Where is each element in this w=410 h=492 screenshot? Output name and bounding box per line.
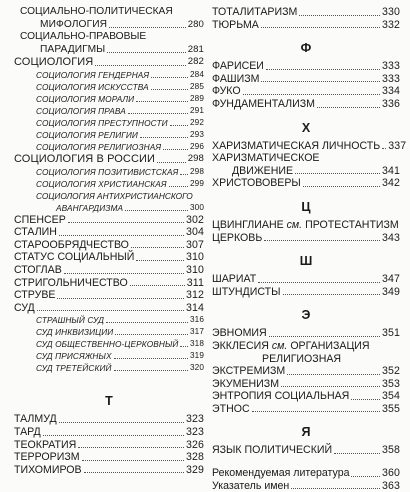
toc-entry-title: СОЦИОЛОГИЯ bbox=[14, 56, 94, 69]
toc-subentry-title: СУД ИНКВИЗИЦИИ bbox=[36, 327, 114, 338]
toc-entry-title: СПЕНСЕР bbox=[14, 213, 66, 226]
toc-entry[interactable] bbox=[212, 286, 400, 299]
dot-leader bbox=[136, 101, 188, 102]
toc-subentry-title: СОЦИОЛОГИЯ ПОЗИТИВИСТСКАЯ bbox=[36, 166, 179, 177]
toc-subentry[interactable] bbox=[14, 326, 204, 338]
dot-leader bbox=[157, 162, 186, 163]
toc-entry[interactable] bbox=[212, 165, 400, 178]
toc-entry[interactable] bbox=[14, 426, 204, 439]
dot-leader bbox=[169, 186, 188, 187]
toc-back-matter[interactable] bbox=[212, 480, 400, 492]
toc-subentry[interactable] bbox=[14, 350, 204, 362]
toc-entry-page: 353 bbox=[382, 377, 400, 390]
toc-entry-page: 355 bbox=[382, 402, 400, 415]
dot-leader bbox=[151, 77, 188, 78]
toc-subentry[interactable] bbox=[14, 314, 204, 326]
toc-entry-title: ТЕОКРАТИЯ bbox=[14, 438, 77, 451]
toc-entry-title: СТРУВЕ bbox=[14, 289, 56, 302]
toc-entry[interactable] bbox=[212, 232, 400, 245]
toc-entry-title: СОЦИОЛОГИЯ В РОССИИ bbox=[14, 152, 156, 165]
toc-subentry[interactable] bbox=[14, 81, 204, 93]
toc-subentry[interactable] bbox=[14, 69, 204, 81]
toc-subentry-page: 289 bbox=[190, 93, 204, 103]
toc-subentry-page: 299 bbox=[190, 178, 204, 188]
toc-entry[interactable] bbox=[14, 302, 204, 315]
toc-entry-title: ЭКСТРЕМИЗМ bbox=[212, 365, 286, 378]
reference-target-line2: РЕЛИГИОЗНАЯ bbox=[262, 352, 342, 365]
dot-leader bbox=[351, 399, 380, 400]
toc-entry-page: 314 bbox=[186, 301, 204, 314]
toc-entry[interactable] bbox=[212, 365, 400, 378]
toc-entry-page: 352 bbox=[382, 365, 400, 378]
dot-leader bbox=[151, 89, 188, 90]
toc-entry[interactable] bbox=[212, 444, 400, 457]
toc-entry-title: СТАТУС СОЦИАЛЬНЫЙ bbox=[14, 251, 135, 264]
toc-entry-page: 332 bbox=[382, 18, 400, 31]
toc-entry-page: 323 bbox=[186, 425, 204, 438]
dot-leader bbox=[114, 358, 188, 359]
toc-entry[interactable] bbox=[14, 464, 204, 477]
toc-subentry-page: 316 bbox=[190, 315, 204, 325]
dot-leader bbox=[258, 282, 380, 283]
dot-leader bbox=[334, 453, 380, 454]
dot-leader bbox=[163, 149, 188, 150]
toc-subentry-page: 285 bbox=[190, 81, 204, 91]
toc-subentry-page: 284 bbox=[190, 69, 204, 79]
toc-entry[interactable] bbox=[14, 277, 204, 290]
toc-cross-reference[interactable] bbox=[212, 340, 400, 353]
toc-entry-page: 354 bbox=[382, 390, 400, 403]
dot-leader bbox=[264, 240, 380, 241]
toc-subentry[interactable] bbox=[14, 338, 204, 350]
toc-subentry-page: 292 bbox=[190, 117, 204, 127]
toc-entry[interactable] bbox=[212, 378, 400, 391]
toc-subentry[interactable] bbox=[14, 93, 204, 105]
toc-entry-page: 298 bbox=[187, 152, 204, 164]
toc-entry[interactable] bbox=[212, 273, 400, 286]
toc-entry[interactable] bbox=[212, 19, 400, 32]
toc-entry-title: ТЕРРОРИЗМ bbox=[14, 451, 80, 464]
toc-entry-page: 333 bbox=[382, 72, 400, 85]
section-letter: Ш bbox=[299, 254, 313, 269]
toc-entry-page: 282 bbox=[187, 56, 204, 68]
toc-entry[interactable] bbox=[14, 226, 204, 239]
toc-entry-page: 280 bbox=[187, 18, 204, 30]
toc-subentry-page: 317 bbox=[190, 327, 204, 337]
toc-entry-page: 358 bbox=[382, 444, 400, 457]
toc-entry-title: МИФОЛОГИЯ bbox=[40, 18, 108, 30]
dot-leader bbox=[266, 69, 380, 70]
dot-leader bbox=[299, 15, 380, 16]
toc-subentry[interactable] bbox=[14, 166, 204, 178]
toc-entry-title: ТИХОМИРОВ bbox=[14, 463, 82, 476]
toc-entry-page: 337 bbox=[388, 139, 407, 152]
toc-entry-title: ТОТАЛИТАРИЗМ bbox=[212, 6, 298, 18]
toc-entry[interactable] bbox=[14, 264, 204, 277]
toc-entry-title: ШАРИАТ bbox=[212, 273, 257, 286]
dot-leader bbox=[261, 27, 380, 28]
toc-entry-title: ФАШИЗМ bbox=[212, 72, 260, 85]
section-letter: Я bbox=[301, 425, 311, 440]
toc-entry-page: 310 bbox=[186, 251, 204, 264]
dot-leader bbox=[125, 210, 188, 211]
toc-entry-page: 336 bbox=[382, 97, 400, 110]
toc-entry-page: 281 bbox=[187, 43, 204, 55]
toc-entry-page: 307 bbox=[186, 238, 204, 251]
toc-entry-title: Рекомендуемая литература bbox=[212, 467, 350, 480]
toc-entry[interactable] bbox=[212, 60, 400, 73]
toc-entry-title: ЭВНОМИЯ bbox=[212, 327, 267, 340]
toc-subentry-title: СУД ОБЩЕСТВЕННО-ЦЕРКОВНЫЙ bbox=[36, 339, 179, 350]
see-reference: см. bbox=[286, 218, 303, 231]
dot-leader bbox=[283, 294, 381, 295]
toc-subentry-page: 291 bbox=[190, 105, 204, 115]
toc-cross-reference[interactable] bbox=[212, 219, 400, 232]
dot-leader bbox=[82, 460, 184, 461]
toc-entry[interactable] bbox=[212, 327, 400, 340]
dot-leader bbox=[78, 447, 184, 448]
dot-leader bbox=[131, 247, 184, 248]
dot-leader bbox=[107, 52, 185, 53]
dot-leader bbox=[59, 235, 184, 236]
toc-entry-title: ХРИСТОВОВЕРЫ bbox=[212, 177, 301, 190]
dot-leader bbox=[84, 472, 184, 473]
dot-leader bbox=[109, 27, 186, 28]
toc-entry[interactable] bbox=[14, 153, 204, 166]
toc-entry-title: ЭКУМЕНИЗМ bbox=[212, 377, 280, 390]
toc-subentry-title: СОЦИОЛОГИЯ РЕЛИГИОЗНАЯ bbox=[36, 141, 162, 152]
toc-subentry-title: СТРАШНЫЙ СУД bbox=[36, 315, 105, 326]
toc-entry[interactable] bbox=[14, 214, 204, 227]
toc-entry-page: 310 bbox=[186, 263, 204, 276]
toc-entry-title: ШТУНДИСТЫ bbox=[212, 285, 281, 298]
toc-entry[interactable] bbox=[14, 56, 204, 69]
toc-subentry[interactable] bbox=[14, 141, 204, 153]
dot-leader bbox=[243, 94, 380, 95]
dot-leader bbox=[57, 298, 184, 299]
toc-entry-page: 349 bbox=[382, 285, 400, 298]
toc-subentry-page: 320 bbox=[190, 363, 204, 373]
toc-entry-title: Указатель имен bbox=[212, 479, 290, 492]
toc-entry-title: ЭККЛЕСИЯ bbox=[212, 339, 269, 352]
toc-subentry-title: СОЦИОЛОГИЯ ХРИСТИАНСКАЯ bbox=[36, 178, 167, 189]
toc-subentry[interactable] bbox=[14, 362, 204, 374]
dot-leader bbox=[170, 125, 188, 126]
toc-entry-page: 304 bbox=[186, 226, 204, 239]
toc-entry-line: СОЦИАЛЬНО-ПОЛИТИЧЕСКАЯ bbox=[20, 6, 173, 17]
dot-leader bbox=[106, 322, 188, 323]
toc-entry-title: СТАРООБРЯДЧЕСТВО bbox=[14, 238, 129, 251]
toc-entry-page: 351 bbox=[382, 327, 400, 340]
toc-entry[interactable] bbox=[14, 439, 204, 452]
toc-entry-page: 363 bbox=[382, 479, 400, 492]
toc-subentry-page: 293 bbox=[190, 129, 204, 139]
toc-entry-title: ЭТНОС bbox=[212, 402, 250, 415]
dot-leader bbox=[95, 65, 185, 66]
section-letter: Ф bbox=[300, 41, 312, 56]
toc-entry-title: ФУКО bbox=[212, 85, 241, 98]
dot-leader bbox=[136, 260, 184, 261]
toc-subentry[interactable] bbox=[14, 129, 204, 141]
toc-entry[interactable] bbox=[14, 451, 204, 464]
toc-entry[interactable] bbox=[212, 6, 400, 19]
dot-leader bbox=[269, 336, 380, 337]
toc-entry-page: 343 bbox=[382, 231, 400, 244]
toc-entry-title: ТЮРЬМА bbox=[212, 18, 259, 31]
toc-subentry-title: СОЦИОЛОГИЯ МОРАЛИ bbox=[36, 93, 135, 104]
toc-entry[interactable] bbox=[212, 139, 407, 153]
toc-entry[interactable] bbox=[212, 85, 400, 98]
toc-subentry-title: СОЦИОЛОГИЯ РЕЛИГИИ bbox=[36, 129, 138, 140]
toc-entry-page: 347 bbox=[382, 273, 400, 286]
dot-leader bbox=[59, 422, 184, 423]
dot-leader bbox=[130, 285, 185, 286]
toc-entry-page: 328 bbox=[186, 451, 204, 464]
dot-leader bbox=[180, 346, 188, 347]
reference-target[interactable]: ПРОТЕСТАНТИЗМ bbox=[305, 218, 399, 231]
toc-right-column bbox=[212, 6, 407, 492]
dot-leader bbox=[317, 107, 380, 108]
toc-subentry-page: 319 bbox=[190, 351, 204, 361]
dot-leader bbox=[252, 411, 380, 412]
toc-entry-page: 302 bbox=[186, 213, 204, 226]
toc-entry-title: ХАРИЗМАТИЧЕСКАЯ ЛИЧНОСТЬ bbox=[212, 139, 381, 152]
section-letter: Х bbox=[301, 120, 311, 135]
toc-entry-line: СОЦИАЛЬНО-ПРАВОВЫЕ bbox=[20, 31, 147, 43]
toc-entry-title: СТРИГОЛЬНИЧЕСТВО bbox=[14, 276, 128, 289]
toc-entry-title: СУД bbox=[14, 301, 35, 314]
toc-entry-title: ЦЕРКОВЬ bbox=[212, 231, 263, 244]
toc-subentry-page: 300 bbox=[190, 202, 204, 212]
toc-entry[interactable] bbox=[212, 177, 400, 190]
dot-leader bbox=[351, 476, 380, 477]
dot-leader bbox=[180, 174, 188, 175]
toc-entry-title: ТАРД bbox=[14, 425, 41, 438]
toc-entry-page: 341 bbox=[382, 164, 400, 177]
toc-entry-title: ЦВИНГЛИАНЕ bbox=[212, 218, 284, 231]
dot-leader bbox=[303, 186, 380, 187]
toc-subentry-title: СОЦИОЛОГИЯ ПРАВА bbox=[36, 105, 126, 116]
toc-entry-page: 329 bbox=[186, 463, 204, 476]
toc-entry[interactable] bbox=[14, 44, 204, 57]
dot-leader bbox=[140, 137, 188, 138]
toc-subentry-title: СОЦИОЛОГИЯ ПРЕСТУПНОСТИ bbox=[36, 117, 168, 128]
toc-entry-title: ПАРАДИГМЫ bbox=[40, 43, 106, 55]
toc-subentry[interactable] bbox=[14, 117, 204, 129]
toc-entry[interactable] bbox=[14, 289, 204, 302]
toc-entry[interactable] bbox=[14, 251, 204, 264]
dot-leader bbox=[287, 374, 380, 375]
toc-entry-page: 330 bbox=[382, 6, 400, 18]
dot-leader bbox=[43, 435, 184, 436]
toc-entry-line: ХАРИЗМАТИЧЕСКОЕ bbox=[212, 152, 320, 165]
toc-entry-title: ТАЛМУД bbox=[14, 413, 57, 426]
dot-leader bbox=[114, 370, 189, 371]
dot-leader bbox=[295, 173, 380, 174]
toc-entry[interactable] bbox=[14, 239, 204, 252]
toc-entry-page: 342 bbox=[382, 177, 400, 190]
dot-leader bbox=[68, 222, 184, 223]
toc-entry-title: СТОГЛАВ bbox=[14, 263, 62, 276]
toc-subentry-title: СОЦИОЛОГИЯ ИСКУССТВА bbox=[36, 81, 149, 92]
toc-entry[interactable] bbox=[212, 403, 400, 416]
section-letter: Т bbox=[105, 394, 113, 409]
toc-entry-page: 311 bbox=[186, 276, 204, 289]
dot-leader bbox=[261, 81, 380, 82]
toc-entry-title: ФАРИСЕИ bbox=[212, 60, 264, 73]
toc-subentry-page: 298 bbox=[190, 166, 204, 176]
toc-entry-title: ЯЗЫК ПОЛИТИЧЕСКИЙ bbox=[212, 444, 333, 457]
toc-subentry[interactable] bbox=[14, 105, 204, 117]
dot-leader bbox=[128, 113, 188, 114]
see-reference: см. bbox=[271, 339, 288, 352]
toc-subentry-title: СОЦИОЛОГИЯ ГЕНДЕРНАЯ bbox=[36, 69, 150, 80]
toc-entry[interactable] bbox=[212, 390, 400, 403]
dot-leader bbox=[37, 310, 184, 311]
dot-leader bbox=[64, 273, 184, 274]
toc-entry-page: 334 bbox=[382, 85, 400, 98]
toc-entry-page: 323 bbox=[186, 413, 204, 426]
toc-subentry-line: СОЦИОЛОГИЯ АНТИХРИСТИАНСКОГО bbox=[36, 190, 193, 201]
dot-leader bbox=[115, 334, 188, 335]
toc-subentry[interactable] bbox=[14, 178, 204, 190]
section-letter: Э bbox=[301, 308, 311, 323]
toc-subentry[interactable] bbox=[14, 202, 204, 214]
toc-entry-page: 360 bbox=[382, 467, 400, 480]
toc-entry[interactable] bbox=[14, 413, 204, 426]
toc-subentry-title: АВАНГАРДИЗМА bbox=[56, 202, 124, 213]
section-letter: Ц bbox=[301, 199, 311, 214]
toc-subentry-title: СУД ТРЕТЕЙСКИЙ bbox=[36, 363, 112, 374]
dot-leader bbox=[281, 386, 380, 387]
toc-subentry-page: 318 bbox=[190, 339, 204, 349]
toc-entry-title: ФУНДАМЕНТАЛИЗМ bbox=[212, 97, 315, 110]
toc-entry[interactable] bbox=[14, 19, 204, 32]
toc-entry-title: СТАЛИН bbox=[14, 226, 57, 239]
reference-target[interactable]: ОРГАНИЗАЦИЯ bbox=[290, 339, 370, 352]
toc-back-matter[interactable] bbox=[212, 467, 400, 480]
toc-entry-title: ЭНТРОПИЯ СОЦИАЛЬНАЯ bbox=[212, 390, 350, 403]
toc-entry-page: 312 bbox=[186, 289, 204, 302]
toc-entry-page: 326 bbox=[186, 438, 204, 451]
dot-leader bbox=[382, 148, 386, 149]
toc-entry-page: 333 bbox=[382, 60, 400, 73]
toc-entry-title: ДВИЖЕНИЕ bbox=[232, 164, 294, 177]
toc-entry[interactable] bbox=[212, 73, 400, 86]
toc-entry[interactable] bbox=[212, 98, 400, 111]
toc-subentry-title: СУД ПРИСЯЖНЫХ bbox=[36, 351, 112, 362]
toc-left-column bbox=[14, 6, 204, 476]
toc-subentry-page: 296 bbox=[190, 141, 204, 151]
